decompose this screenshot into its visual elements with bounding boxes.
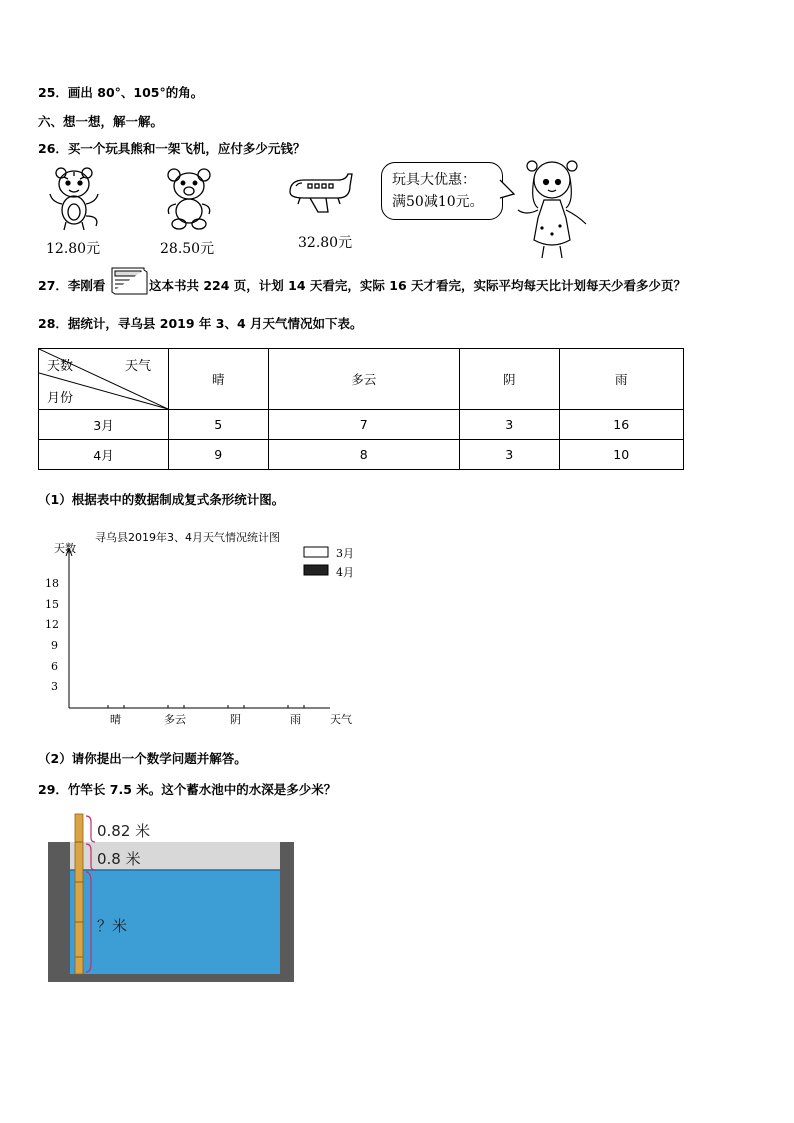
empty-depth-label: 0.8 米 [97, 850, 141, 868]
x-axis-label: 天气 [330, 713, 352, 726]
question-29: 29．竹竿长 7.5 米。这个蓄水池中的水深是多少米？ [38, 782, 337, 797]
column-header: 晴 [169, 349, 269, 410]
question-27-text: 这本书共 224 页，计划 14 天看完，实际 16 天才看完，实际平均每天比计划每天少看多少页？ [149, 278, 686, 293]
y-axis-label: 天数 [54, 542, 76, 555]
question-28-part-2: （2）请你提出一个数学问题并解答。 [38, 751, 247, 766]
pole-above-label: 0.82 米 [97, 822, 151, 840]
question-25: 25．画出 80°、105°的角。 [38, 85, 204, 100]
legend-label-april: 4月 [336, 566, 354, 579]
x-category-label: 多云 [164, 713, 186, 726]
speech-bubble [381, 162, 503, 220]
toy-plane-icon [284, 170, 356, 218]
x-category-label: 晴 [110, 713, 121, 726]
row-month: 4月 [39, 440, 169, 470]
water-depth-label: ？米 [97, 917, 128, 935]
y-tick-label: 9 [51, 639, 58, 652]
bubble-line-1: 玩具大优惠： [392, 172, 476, 188]
table-cell: 16 [559, 410, 683, 440]
question-28: 28．据统计，寻乌县 2019 年 3、4 月天气情况如下表。 [38, 316, 363, 331]
table-cell: 10 [559, 440, 683, 470]
table-row [39, 410, 684, 440]
chart-legend-swatches [303, 546, 329, 576]
row-month: 3月 [39, 410, 169, 440]
table-corner-cell [39, 349, 169, 410]
table-cell: 9 [169, 440, 269, 470]
tiger-toy-icon [44, 166, 104, 234]
table-cell: 3 [460, 440, 560, 470]
legend-label-march: 3月 [336, 547, 354, 560]
table-row [39, 440, 684, 470]
table-cell: 5 [169, 410, 269, 440]
teddy-bear-icon [162, 166, 216, 230]
table-cell: 7 [268, 410, 460, 440]
legend-swatch-march [304, 547, 328, 557]
question-27-start: 27．李刚看 [38, 278, 106, 293]
legend-swatch-april [304, 565, 328, 575]
bear-price: 28.50元 [160, 241, 215, 257]
column-header: 阴 [460, 349, 560, 410]
y-tick-label: 18 [45, 577, 59, 590]
tiger-price: 12.80元 [46, 241, 101, 257]
bamboo-pole [75, 814, 83, 974]
bubble-line-2: 满50减10元。 [392, 194, 484, 210]
weather-table [38, 348, 684, 470]
x-category-label: 阴 [230, 713, 241, 726]
corner-weather-label: 天气 [125, 359, 152, 374]
y-tick-label: 6 [51, 659, 58, 673]
question-26: 26．买一个玩具熊和一架飞机，应付多少元钱？ [38, 141, 306, 156]
plane-price: 32.80元 [298, 235, 353, 251]
column-header: 雨 [559, 349, 683, 410]
y-tick-label: 3 [51, 680, 58, 694]
book-icon [110, 266, 148, 296]
question-28-part-1: （1）根据表中的数据制成复式条形统计图。 [38, 492, 285, 507]
table-cell: 3 [460, 410, 560, 440]
x-category-label: 雨 [290, 713, 301, 726]
column-header: 多云 [268, 349, 460, 410]
table-cell: 8 [268, 440, 460, 470]
section-6-heading: 六、想一想，解一解。 [38, 114, 164, 129]
girl-illustration-icon [508, 158, 594, 260]
y-tick-label: 15 [45, 597, 59, 611]
corner-days-label: 天数 [47, 359, 74, 374]
y-tick-label: 12 [45, 618, 59, 632]
chart-title: 寻乌县2019年3、4月天气情况统计图 [95, 531, 280, 544]
water-pool-illustration [48, 812, 294, 982]
corner-month-label: 月份 [47, 391, 74, 406]
